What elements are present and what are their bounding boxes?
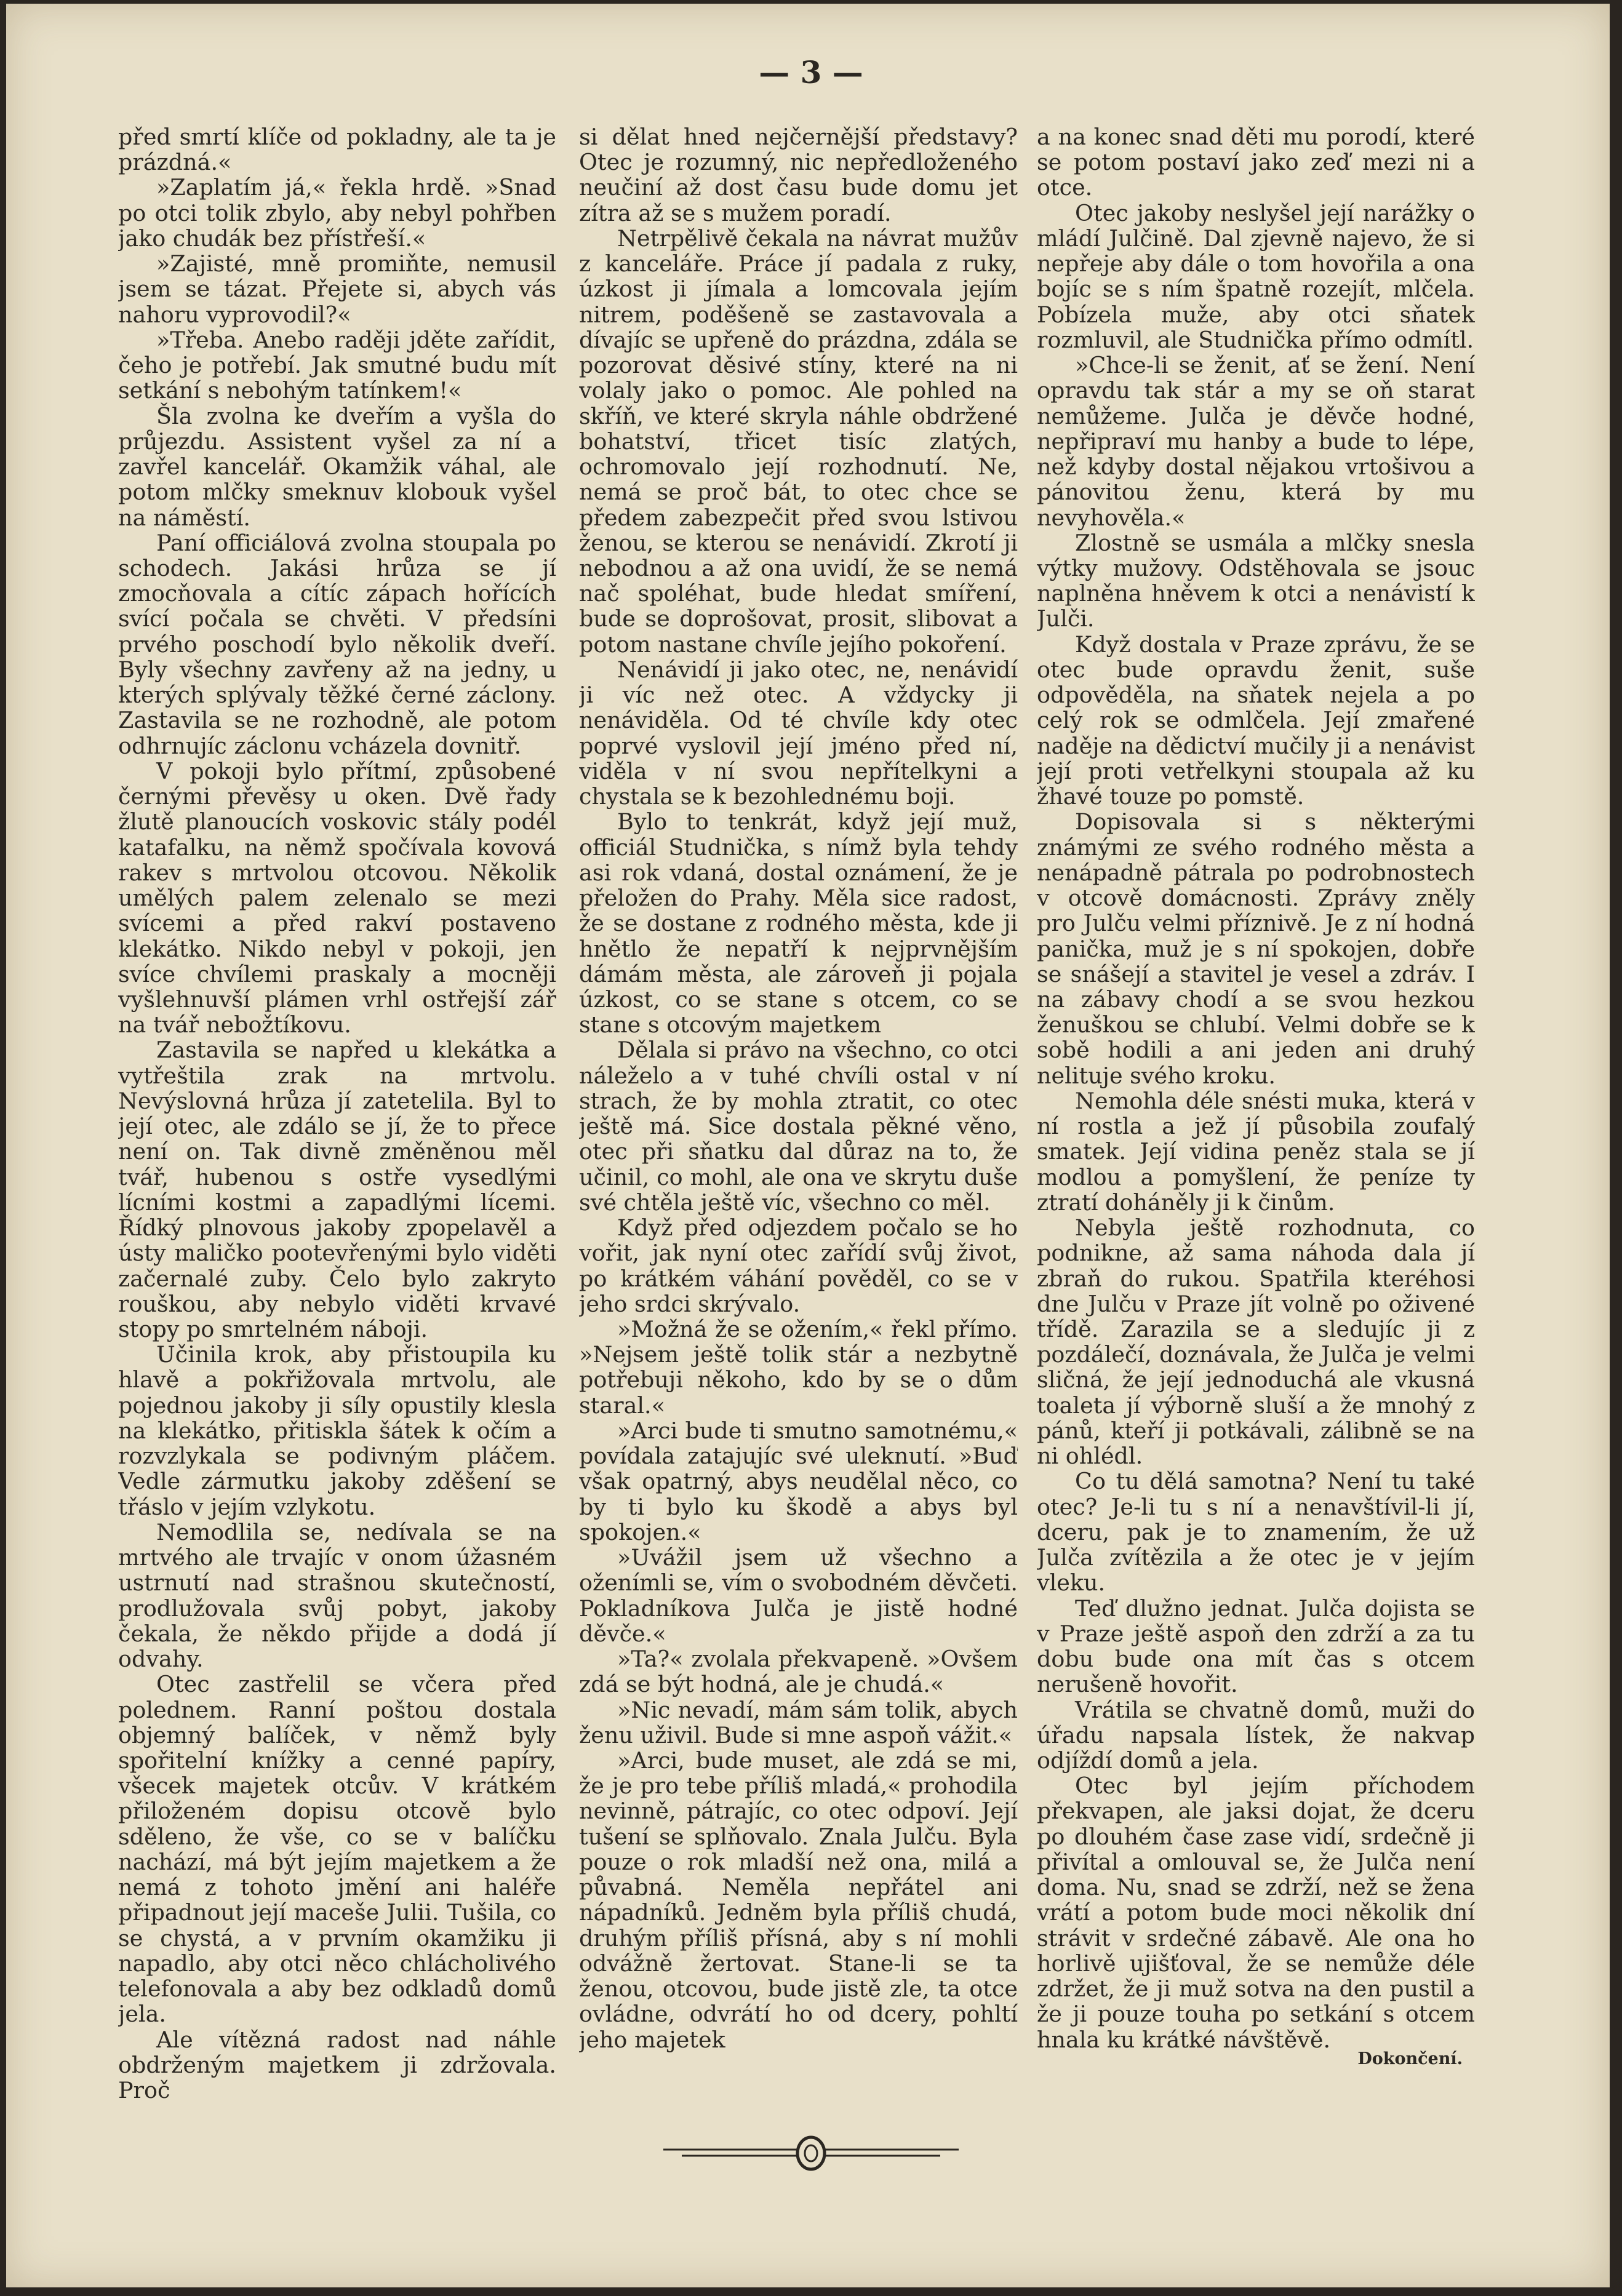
text-column-2 — [579, 124, 1018, 2105]
paragraph: Učinila krok, aby přistoupila ku hlavě a pokřižovala mrtvolu, ale pojednou jakoby ji síly opustily klesla na klekátko, přitiskla šátek k očím a rozvzlykala se podivným pláčem. Vedle zármutku jakoby zděšení se třáslo v jejím vzlykotu. — [118, 1341, 556, 1520]
paragraph: Nenávidí ji jako otec, ne, nenávidí ji víc než otec. A vždycky ji nenáviděla. Od té chvíle kdy otec poprvé vyslovil její jméno před ní, viděla v ní svou nepřítelkyni a chystala se k bezohlednému boji. — [579, 656, 1018, 810]
text-column-3 — [1037, 124, 1475, 2105]
paragraph: »Třeba. Anebo raději jděte zařídit, čeho je potřebí. Jak smutné budu mít setkání s nebohým tatínkem!« — [118, 326, 556, 404]
continuation-note: Dokončení. — [1357, 2049, 1463, 2068]
paragraph: V pokoji bylo přítmí, způsobené černými převěsy u oken. Dvě řady žlutě planoucích voskovic stály podél katafalku, na němž spočívala kovová rakev s mrtvolou otcovou. Několik umělých palem zelenalo se mezi svícemi a před rakví postaveno klekátko. Nikdo nebyl v pokoji, jen svíce chvílemi praskaly a mocněji vyšlehnuvší plámen vrhl ostřejší zář na tvář nebožtíkovu. — [118, 757, 556, 1038]
paragraph: Zastavila se napřed u klekátka a vytřeštila zrak na mrtvolu. Nevýslovná hrůza jí zatetelila. Byl to její otec, ale zdálo se jí, že to přece není on. Tak divně změněnou měl tvář, hubenou s ostře vysedlými lícními kostmi a zapadlými lícemi. Řídký plnovous jakoby zpopelavěl a ústy maličko pootevřenými bylo viděti začernalé zuby. Čelo bylo zakryto rouškou, aby nebylo viděti krvavé stopy po smrtelném náboji. — [118, 1037, 556, 1343]
paragraph: »Ta?« zvolala překvapeně. »Ovšem zdá se být hodná, ale je chudá.« — [579, 1646, 1018, 1698]
page-number: — 3 — — [759, 54, 863, 90]
paragraph: a na konec snad děti mu porodí, které se potom postaví jako zeď mezi ni a otce. — [1037, 124, 1475, 201]
paragraph: Když před odjezdem počalo se ho vořit, jak nyní otec zařídí svůj život, po krátkém váhání pověděl, co se v jeho srdci skrývalo. — [579, 1214, 1018, 1317]
ornament-divider-icon — [657, 2127, 965, 2183]
paragraph: Dopisovala si s některými známými ze svého rodného města a nenápadně pátrala po podrobnostech v otcově domácnosti. Zprávy zněly pro Julču velmi příznivě. Je z ní hodná panička, muž je s ní spokojen, dobře se snášejí a stavitel je vesel a zdráv. I na zábavy chodí a se svou hezkou ženuškou se chlubí. Velmi dobře se k sobě hodili a ani jeden ani druhý nelituje svého kroku. — [1037, 808, 1475, 1089]
paragraph: Otec byl jejím příchodem překvapen, ale jaksi dojat, že dceru po dlouhém čase zase vidí, srdečně ji přivítal a omlouval se, že Julča není doma. Nu, snad se zdrží, než se žena vrátí a potom bude moci několik dní strávit v srdečné zábavě. Ale ona ho horlivě ujišťoval, že se nemůže déle zdržet, že ji muž sotva na den pustil a že ji pouze touha po setkání s otcem hnala ku krátké návštěvě. — [1037, 1772, 1475, 2053]
paragraph: »Arci bude ti smutno samotnému,« povídala zatajujíc své uleknutí. »Buď však opatrný, abys neudělal něco, co by ti bylo ku škodě a abys byl spokojen.« — [579, 1417, 1018, 1545]
paragraph: Šla zvolna ke dveřím a vyšla do průjezdu. Assistent vyšel za ní a zavřel kancelář. Okamžik váhal, ale potom mlčky smeknuv klobouk vyšel na náměstí. — [118, 402, 556, 531]
paragraph: Netrpělivě čekala na návrat mužův z kanceláře. Práce jí padala z ruky, úzkost ji jímala a lomcovala jejím nitrem, poděšeně se zastavovala a dívajíc se upřeně do prázdna, zdála se pozorovat děsivé stíny, které na ni volaly jako o pomoc. Ale pohled na skříň, ve které skryla náhle obdržené bohatství, třicet tisíc zlatých, ochromovalo její rozhodnutí. Ne, nemá se proč bát, to otec chce se předem zabezpečit před svou lstivou ženou, se kterou se nenávidí. Zkrotí ji nebodnou a až ona uvidí, že se nemá nač spoléhat, bude hledat smíření, bude se doprošovat, prosit, slibovat a potom nastane chvíle jejího pokoření. — [579, 225, 1018, 658]
paragraph: »Zajisté, mně promiňte, nemusil jsem se tázat. Přejete si, abych vás nahoru vyprovodil?« — [118, 250, 556, 328]
paragraph: »Chce-li se ženit, ať se žení. Není opravdu tak stár a my se oň starat nemůžeme. Julča je děvče hodné, nepřipraví mu hanby a bude to lépe, než kdyby dostal nějakou vrtošivou a pánovitou ženu, která by mu nevyhověla.« — [1037, 352, 1475, 531]
paragraph: Otec zastřelil se včera před polednem. Ranní poštou dostala objemný balíček, v němž byly spořitelní knížky a cenné papíry, všecek majetek otcův. V krátkém přiloženém dopisu otcově bylo sděleno, že vše, co se v balíčku nachází, má být jejím majetkem a že nemá z tohoto jmění ani haléře připadnout její maceše Julii. Tušila, co se chystá, a v prvním okamžiku ji napadlo, aby otci něco chlácholivého telefonovala a aby bez odkladů domů jela. — [118, 1671, 556, 2028]
paragraph: Teď dlužno jednat. Julča dojista se v Praze ještě aspoň den zdrží a za tu dobu bude ona mít čas s otcem nerušeně hovořit. — [1037, 1595, 1475, 1698]
paragraph: »Nic nevadí, mám sám tolik, abych ženu uživil. Bude si mne aspoň vážit.« — [579, 1696, 1018, 1748]
paragraph: »Možná že se ožením,« řekl přímo. »Nejsem ještě tolik stár a nezbytně potřebuji někoho, kdo by se o dům staral.« — [579, 1316, 1018, 1419]
paragraph: »Arci, bude muset, ale zdá se mi, že je pro tebe příliš mladá,« prohodila nevinně, pátrajíc, co otec odpoví. Její tušení se splňovalo. Znala Julču. Byla pouze o rok mladší než ona, milá a půvabná. Neměla nepřátel ani nápadníků. Jedněm byla příliš chudá, druhým příliš přísná, aby s ní mohli odvážně žertovat. Stane-li se ta ženou, otcovou, bude jistě zle, ta otce ovládne, odvrátí ho od dcery, pohltí jeho majetek — [579, 1747, 1018, 2053]
paragraph: před smrtí klíče od pokladny, ale ta je prázdná.« — [118, 124, 556, 176]
paragraph: Když dostala v Praze zprávu, že se otec bude opravdu ženit, suše odpověděla, na sňatek nejela a po celý rok se odmlčela. Její zmařené naděje na dědictví mučily ji a nenávist její proti vetřelkyni stoupala až ku žhavé touze po pomstě. — [1037, 631, 1475, 810]
paragraph: »Zaplatím já,« řekla hrdě. »Snad po otci tolik zbylo, aby nebyl pohřben jako chudák bez přístřeší.« — [118, 174, 556, 252]
paragraph: Zlostně se usmála a mlčky snesla výtky mužovy. Odstěhovala se jsouc naplněna hněvem k otci a nenávistí k Julči. — [1037, 529, 1475, 632]
paragraph: Vrátila se chvatně domů, muži do úřadu napsala lístek, že nakvap odjíždí domů a jela. — [1037, 1696, 1475, 1774]
paragraph: »Uvážil jsem už všechno a oženímli se, vím o svobodném děvčeti. Pokladníkova Julča je jistě hodné děvče.« — [579, 1544, 1018, 1647]
paragraph: Co tu dělá samotna? Není tu také otec? Je-li tu s ní a nenavštívil-li jí, dceru, pak je to znamením, že už Julča zvítězila a že otec je v jejím vleku. — [1037, 1468, 1475, 1596]
paragraph: Bylo to tenkrát, když její muž, officiál Studnička, s nímž byla tehdy asi rok vdaná, dostal oznámení, že je přeložen do Prahy. Měla sice radost, že se dostane z rodného města, kde ji hnětlo že nepatří k nejprvnějším dámám města, ale zároveň ji pojala úzkost, co se stane s otcem, co se stane s otcovým majetkem — [579, 808, 1018, 1038]
paragraph: Nebyla ještě rozhodnuta, co podnikne, až sama náhoda dala jí zbraň do rukou. Spatřila kteréhosi dne Julču v Praze jít volně po oživené třídě. Zarazila se a sledujíc ji z pozdálečí, doznávala, že Julča je velmi sličná, že její jednoduchá ale vkusná toaleta jí výborně sluší a že mnohý z pánů, kteří ji potkávali, zálibně se na ni ohlédl. — [1037, 1214, 1475, 1470]
paragraph: Paní officiálová zvolna stoupala po schodech. Jakási hrůza se jí zmocňovala a cítíc zápach hořících svící počala se chvěti. V předsíni prvého poschodí bylo několik dveří. Byly všechny zavřeny až na jedny, u kterých splývaly těžké černé záclony. Zastavila se ne rozhodně, ale potom odhrnujíc záclonu vcházela dovnitř. — [118, 529, 556, 759]
paragraph: Dělala si právo na všechno, co otci náleželo a v tuhé chvíli ostal v ní strach, že by mohla ztratit, co otec ještě má. Sice dostala pěkné věno, otec při sňatku dal důraz na to, že učinil, co mohl, ale ona ve skrytu duše své chtěla ještě víc, všechno co měl. — [579, 1037, 1018, 1216]
paragraph: Nemodlila se, nedívala se na mrtvého ale trvajíc v onom úžasném ustrnutí nad strašnou skutečností, prodlužovala svůj pobyt, jakoby čekala, že někdo přijde a dodá jí odvahy. — [118, 1518, 556, 1673]
paragraph: Ale vítězná radost nad náhle obdrženým majetkem ji zdržovala. Proč — [118, 2026, 556, 2104]
paragraph: Nemohla déle snésti muka, která v ní rostla a jež jí působila zoufalý smatek. Její vidina peněz stala se jí modlou a pomyšlení, že peníze ty ztratí doháněly ji k činům. — [1037, 1087, 1475, 1216]
paragraph: si dělat hned nejčernější představy? Otec je rozumný, nic nepředloženého neučiní až dost času bude domu jet zítra až se s mužem poradí. — [579, 124, 1018, 226]
text-column-1 — [118, 124, 556, 2105]
paragraph: Otec jakoby neslyšel její narážky o mládí Julčině. Dal zjevně najevo, že si nepřeje aby dále o tom hovořila a ona bojíc se s ním špatně rozejít, mlčela. Pobízela muže, aby otci sňatek rozmluvil, ale Studnička přímo odmítl. — [1037, 199, 1475, 353]
